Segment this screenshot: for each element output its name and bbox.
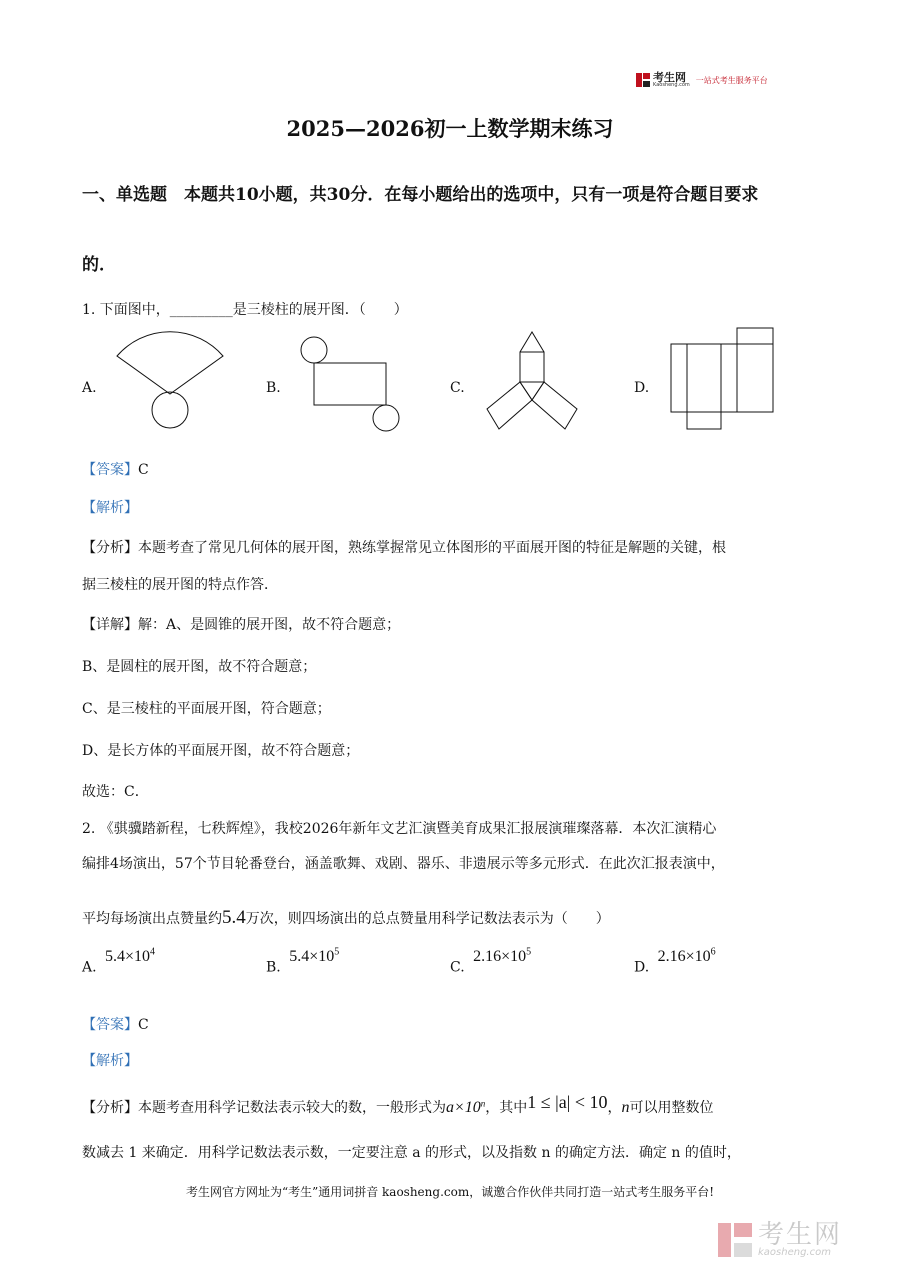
figure-d-cuboid-net (670, 328, 780, 432)
watermark-domain: kaosheng.com (758, 1247, 831, 1258)
q1-stem: 1. 下面图中，_________是三棱柱的展开图．（ ） (82, 302, 408, 318)
q2-number: 5.4 (222, 907, 246, 928)
logo-name: 考生网 (653, 71, 686, 84)
q2-answer (82, 1014, 149, 1034)
option-value (289, 948, 339, 965)
watermark-logo-icon (718, 1223, 752, 1257)
fenxi-tag: 【分析】 (82, 1100, 138, 1116)
q1-detail-line2: B、是圆柱的展开图，故不符合题意； (82, 659, 317, 675)
exponent: 4 (150, 947, 156, 958)
option-value (473, 948, 531, 965)
kaosheng-logo-icon (636, 73, 650, 87)
option-label: A. (82, 959, 97, 976)
option-value (658, 948, 716, 965)
q1-option-d-label: D. (634, 380, 650, 396)
fenxi-tag: 【分析】 (82, 540, 138, 556)
q2-option-a (82, 947, 156, 976)
fenxi-text: 本题考查了常见几何体的展开图，熟练掌握常见立体图形的平面展开图的特征是解题的关键，根 (138, 540, 726, 556)
section-heading-line2: 的． (82, 255, 116, 275)
sci-exponent: n (480, 1098, 486, 1109)
q2-stem-text: 平均每场演出点赞量约 (82, 911, 222, 927)
q1-answer (82, 459, 149, 479)
q1-fenxi-line1 (82, 537, 726, 557)
mantissa: 5.4×10 (289, 948, 335, 966)
q1-option-a-label: A. (82, 380, 97, 396)
logo-slogan: 一站式考生服务平台 (695, 75, 768, 85)
q1-analysis-tag: 【解析】 (82, 500, 138, 516)
fenxi-text: 本题考查用科学记数法表示较大的数，一般形式为 (138, 1100, 446, 1116)
q2-stem-text-2: 万次，则四场演出的总点赞量用科学记数法表示为（ ） (245, 911, 610, 927)
figure-b-cylinder-net (300, 337, 400, 432)
q2-option-b (266, 947, 340, 976)
fenxi-text-3: 可以用整数位 (629, 1100, 714, 1116)
q2-stem-line1: 2. 《骐骥踏新程，七秩辉煌》，我校2026年新年文艺汇演暨美育成果汇报展演璀璨落幕．本次汇演精心 (82, 821, 717, 837)
q2-fenxi-line2: 数减去 1 来确定．用科学记数法表示数，一定要注意 a 的形式，以及指数 n 的确定方法．确定 n 的值时， (82, 1145, 741, 1161)
q2-option-d (634, 947, 716, 976)
q2-stem-line3 (82, 907, 610, 929)
figure-c-prism-net (484, 330, 584, 430)
watermark-name: 考生网 (758, 1220, 843, 1250)
exponent: 5 (526, 947, 532, 958)
q2-stem-line2: 编排4场演出，57个节目轮番登台，涵盖歌舞、戏剧、器乐、非遗展示等多元形式．在此次汇报表演中， (82, 856, 725, 872)
option-label: C. (450, 959, 465, 976)
header-logo (636, 72, 768, 88)
fenxi-comma: ， (607, 1100, 622, 1116)
answer-value: C (138, 1017, 149, 1033)
mantissa: 2.16×10 (473, 948, 527, 966)
answer-tag: 【答案】 (82, 1017, 138, 1033)
sci-form: a×10 (446, 1099, 481, 1116)
page-title: 2025—2026初一上数学期末练习 (286, 116, 614, 141)
detail-tag: 【详解】 (82, 617, 138, 633)
q1-detail-line3: C、是三棱柱的平面展开图，符合题意； (82, 701, 331, 717)
q1-detail-line4: D、是长方体的平面展开图，故不符合题意； (82, 743, 360, 759)
option-value (105, 948, 155, 965)
option-label: D. (634, 959, 650, 976)
section-heading-line1: 一、单选题 本题共10小题，共30分．在每小题给出的选项中，只有一项是符合题目要求 (82, 185, 759, 205)
mantissa: 2.16×10 (657, 948, 711, 966)
q1-fenxi-line2: 据三棱柱的展开图的特点作答． (82, 577, 278, 593)
q1-option-c-label: C. (450, 380, 465, 396)
answer-value: C (138, 462, 149, 478)
logo-domain: Kaosheng.com (653, 82, 690, 88)
mantissa: 5.4×10 (105, 948, 151, 966)
answer-tag: 【答案】 (82, 462, 138, 478)
figure-a-cone-net (115, 334, 225, 434)
condition: 1 ≤ |a| < 10 (527, 1092, 608, 1112)
q1-detail-line1 (82, 614, 400, 634)
q1-choose: 故选：C． (82, 784, 149, 800)
q2-analysis-tag: 【解析】 (82, 1053, 138, 1069)
page-footer: 考生网官方网址为“考生”通用词拼音 kaosheng.com，诚邀合作伙伴共同打造一站式考生服务平台! (185, 1185, 715, 1199)
q2-option-c (450, 947, 532, 976)
q1-option-b-label: B. (266, 380, 281, 396)
var-n: n (621, 1099, 630, 1116)
exponent: 5 (334, 947, 340, 958)
option-label: B. (266, 959, 281, 976)
detail-text: 解：A、是圆锥的展开图，故不符合题意； (138, 617, 401, 633)
exponent: 6 (710, 947, 716, 958)
fenxi-text-2: ，其中 (485, 1100, 528, 1116)
q2-fenxi-line1 (82, 1092, 714, 1117)
watermark (718, 1222, 842, 1258)
